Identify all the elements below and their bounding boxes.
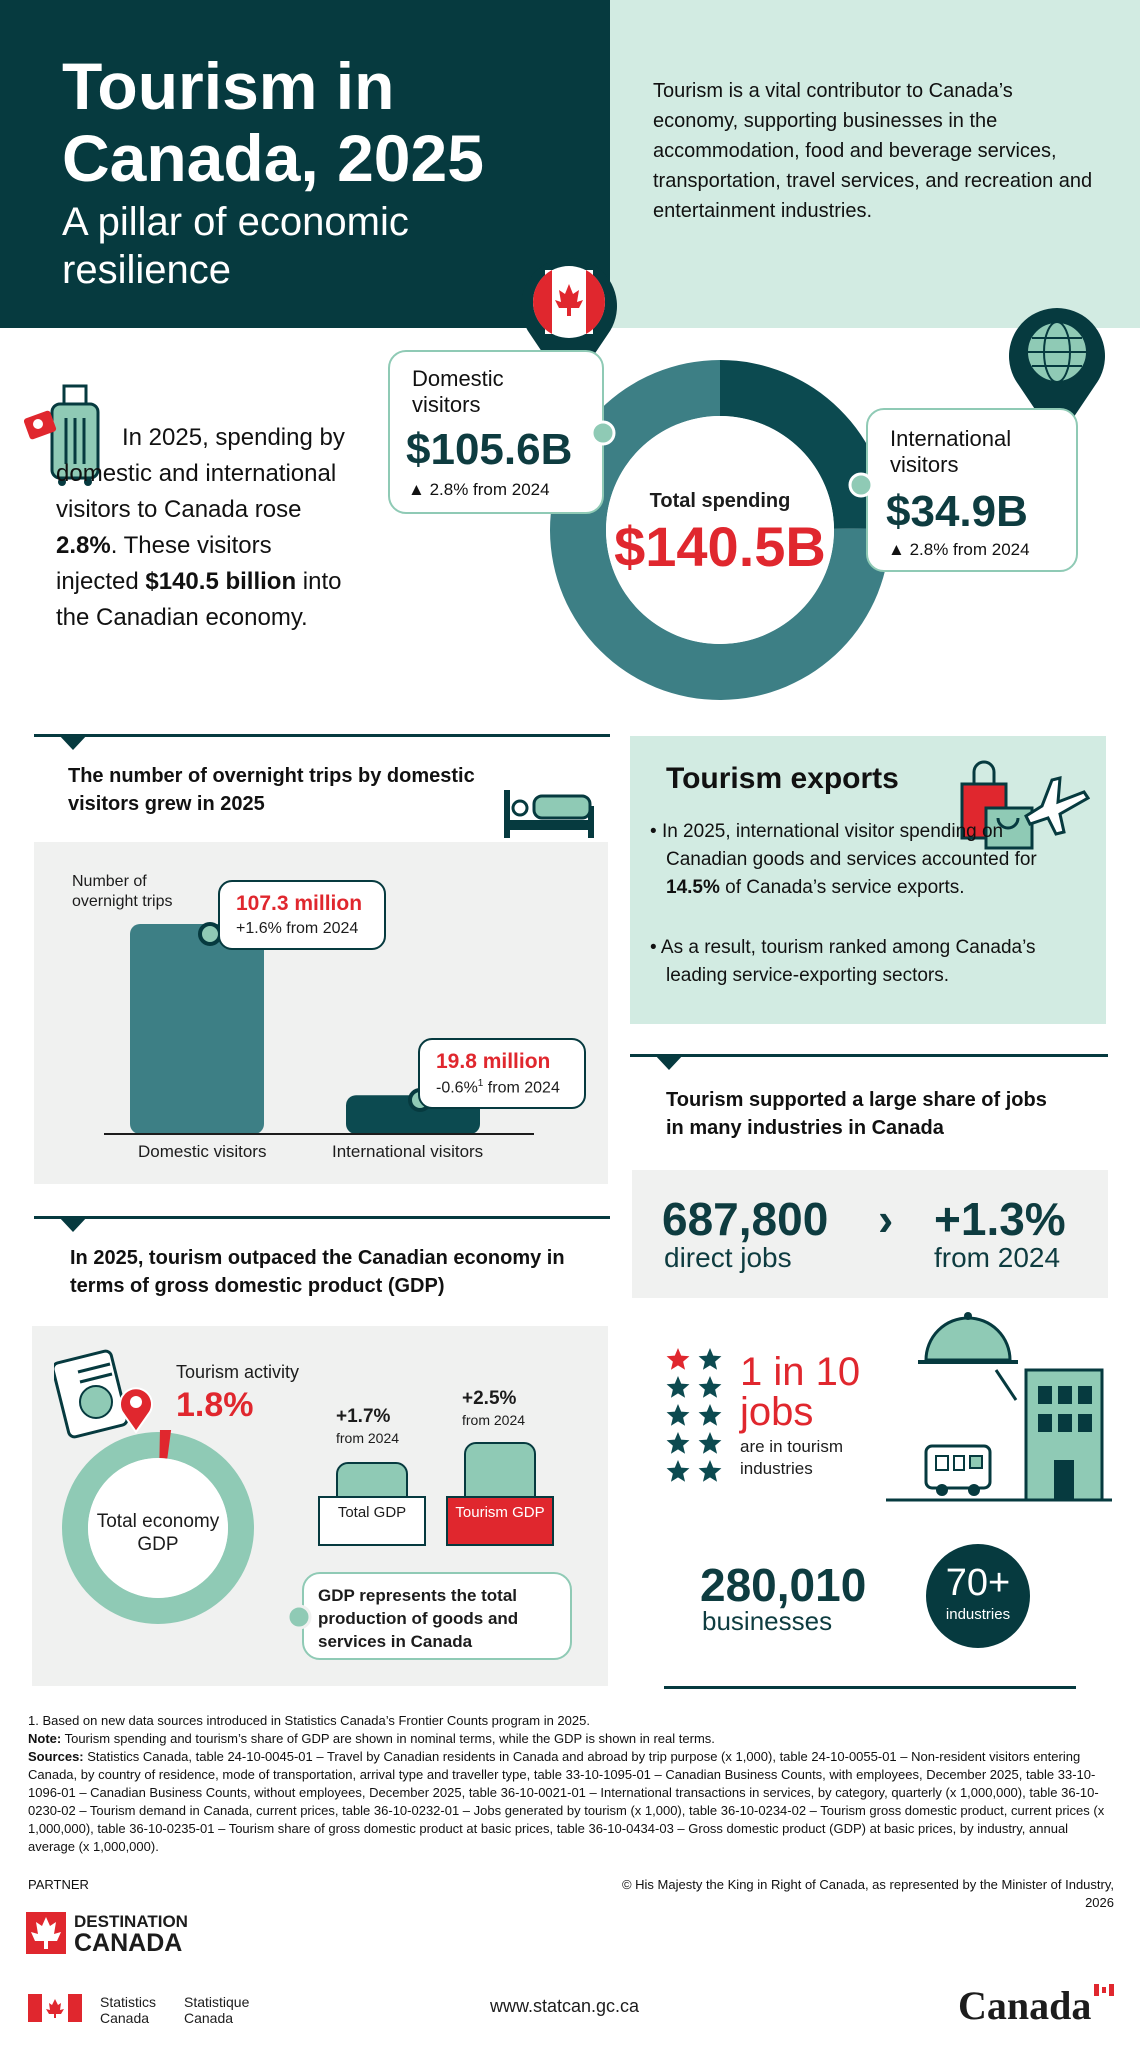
canada-flag-icon [28, 1994, 82, 2022]
star-icon [667, 1432, 690, 1454]
star-icon [667, 1348, 690, 1370]
international-trips-value: 19.8 million [436, 1050, 551, 1073]
trips-y-label: Number of overnight trips [72, 873, 173, 910]
total-gdp-change: +1.7% [336, 1406, 391, 1427]
title-line-1: Tourism in [62, 49, 395, 123]
jobs-growth-label: from 2024 [934, 1242, 1061, 1273]
bed-icon [502, 784, 596, 840]
chevron-right-icon: › [878, 1193, 894, 1245]
intro-text: Tourism is a vital contributor to Canada’s economy, supporting businesses in the accommodation, food and beverage services, transportation, travel services, and recreation and entertainment industries. [653, 80, 1093, 222]
spending-summary [56, 420, 356, 636]
star-icon [699, 1376, 722, 1398]
direct-jobs-label: direct jobs [664, 1242, 792, 1273]
direct-jobs-number: 687,800 [662, 1193, 829, 1245]
spending-text-a: In 2025, spending by domestic and international visitors to Canada rose [56, 424, 345, 523]
domestic-trips-bar [130, 924, 264, 1134]
statcan-fr-1: Statistique [184, 1994, 250, 2010]
statcan-url[interactable]: www.statcan.gc.ca [490, 1996, 640, 2016]
footnote-ref: 1 [477, 1078, 484, 1089]
trips-x-label-international: International visitors [332, 1142, 484, 1161]
connector-dot [590, 420, 616, 446]
industries-label: industries [945, 1606, 1011, 1623]
statcan-english [100, 1994, 156, 2026]
exports-bullet-2-text: As a result, tourism ranked among Canada’s leading service-exporting sectors. [660, 937, 1036, 986]
wordmark-flag-icon [1094, 1984, 1114, 1996]
star-icon [699, 1404, 722, 1426]
tourism-activity-value: 1.8% [176, 1386, 254, 1424]
star-icon [667, 1376, 690, 1398]
domestic-label: Domestic visitors [412, 366, 504, 417]
international-change [888, 540, 1030, 560]
arrow-up-icon: ▲ [888, 540, 910, 559]
spending-text-c: into the Canadian economy. [56, 568, 342, 631]
destination-canada-line2: CANADA [74, 1929, 183, 1957]
domestic-trips-callout [218, 880, 386, 950]
page-title [62, 50, 582, 194]
maple-leaf-logo [26, 1912, 66, 1954]
statcan-en-2: Canada [100, 2010, 150, 2026]
exports-bullet-1-tail: of Canada’s service exports. [719, 877, 965, 898]
exports-bullet-1-text: In 2025, international visitor spending on Canadian goods and services accounted for [661, 821, 1037, 870]
gdp-title: In 2025, tourism outpaced the Canadian economy in terms of gross domestic product (GDP) [70, 1247, 565, 1297]
jobs-share-word: jobs [740, 1390, 814, 1434]
canada-wordmark: Canada [958, 1983, 1092, 2028]
section-rule [34, 1216, 610, 1219]
star-icon [699, 1460, 722, 1482]
star-icon [667, 1404, 690, 1426]
section-rule [34, 734, 610, 737]
domestic-visitors-callout [388, 350, 604, 514]
exports-bullet-1 [650, 818, 1080, 902]
bullet-dot: • [650, 821, 662, 842]
footer-sources [28, 1748, 1108, 1856]
arrow-up-icon: ▲ [408, 480, 430, 499]
industries-number: 70+ [945, 1562, 1011, 1604]
total-spending-label: Total spending [649, 490, 791, 512]
industries-badge [926, 1544, 1030, 1648]
tourism-gdp-bar [464, 1442, 536, 1498]
sources-text: Statistics Canada, table 24-10-0045-01 – Travel by Canadian residents in Canada and abroad by trip purpose (x 1,000), table 24-10-0055-01 – Non-resident visitors entering Canada, by country of residence, mode of transportation, arrival type and traveller type, table 33-10-1095-01 – Canadian Business Counts, with employees, December 2025, table 33-10-1096-01 – Canadian Business Counts, without employees, December 2025, table 36-10-0021-01 – International transactions in services, by category, quarterly (x 1,000,000), table 36-10-0230-02 – Tourism demand in Canada, current prices, table 36-10-0232-01 – Jobs generated by tourism (x 1,000), table 36-10-0234-02 – Tourism gross domestic product, current prices (x 1,000,000), table 36-10-0235-01 – Tourism share of gross domestic product at basic prices, table 36-10-0434-03 – Gross domestic product (GDP) at basic prices, by industry, annual average (x 1,000,000). [28, 1749, 1105, 1854]
restaurant-building-icon [886, 1310, 1112, 1506]
trips-chart-panel [34, 842, 608, 1184]
page-subtitle: A pillar of economic resilience [62, 200, 409, 292]
partner-label: PARTNER [28, 1877, 89, 1892]
star-icon [699, 1348, 722, 1370]
total-gdp-label: Total GDP [318, 1496, 426, 1546]
connector-dot [848, 472, 874, 498]
spending-text-b: . These visitors injected [56, 532, 272, 595]
title-line-2: Canada, 2025 [62, 121, 484, 195]
passport-icon [54, 1342, 164, 1442]
statcan-french [184, 1994, 249, 2026]
star-icon [699, 1432, 722, 1454]
exports-title: Tourism exports [666, 762, 899, 795]
star-icon [667, 1460, 690, 1482]
tourism-gdp-change: +2.5% [462, 1388, 517, 1409]
section-notch [58, 1216, 88, 1234]
sources-label: Sources: [28, 1749, 84, 1764]
statcan-en-1: Statistics [100, 1994, 157, 2010]
domestic-trips-change: +1.6% from 2024 [236, 920, 359, 937]
connector-dot [286, 1604, 312, 1630]
trips-x-label-domestic: Domestic visitors [138, 1142, 267, 1161]
section-rule [630, 1054, 1108, 1057]
gdp-definition-callout: GDP represents the total production of goods and services in Canada [302, 1572, 572, 1660]
bullet-dot: • [650, 937, 661, 958]
copyright: © His Majesty the King in Right of Canada, as represented by the Minister of Industry, 2026 [621, 1877, 1114, 1910]
trips-title: The number of overnight trips by domestic visitors grew in 2025 [68, 765, 475, 815]
footer-note [28, 1730, 1108, 1748]
international-value: $34.9B [886, 487, 1028, 536]
gdp-donut-label: Total economy GDP [96, 1511, 220, 1555]
footnote: 1. Based on new data sources introduced in Statistics Canada’s Frontier Counts program in 2025. [28, 1713, 590, 1728]
spending-total-bold: $140.5 billion [145, 568, 297, 595]
international-trips-callout [418, 1038, 586, 1109]
domestic-change [408, 480, 550, 500]
international-label: International visitors [890, 426, 1012, 477]
jobs-share-number: 1 in 10 [740, 1350, 861, 1394]
section-notch [58, 734, 88, 752]
jobs-share-label: are in tourism industries [740, 1437, 843, 1478]
tourism-gdp-label: Tourism GDP [446, 1496, 554, 1546]
note-label: Note: [28, 1731, 62, 1746]
section-notch [654, 1054, 684, 1072]
tourism-activity-label: Tourism activity [176, 1362, 300, 1382]
section-rule [664, 1686, 1076, 1689]
spending-growth: 2.8% [56, 532, 111, 559]
jobs-growth-number: +1.3% [934, 1193, 1066, 1245]
international-visitors-callout [866, 408, 1078, 572]
statcan-fr-2: Canada [184, 2010, 234, 2026]
intl-change-value: -0.6% [436, 1079, 478, 1097]
total-gdp-bar [336, 1462, 408, 1498]
jobs-panel [632, 1170, 1108, 1298]
jobs-title: Tourism supported a large share of jobs in many industries in Canada [666, 1089, 1047, 1139]
exports-bullet-2 [650, 934, 1080, 990]
businesses-number: 280,010 [700, 1559, 867, 1611]
callout-dot [200, 924, 220, 944]
star-grid-icon [664, 1346, 744, 1488]
domestic-change-text: 2.8% from 2024 [429, 480, 550, 499]
destination-canada-line1: DESTINATION [74, 1912, 188, 1931]
international-change-text: 2.8% from 2024 [909, 540, 1030, 559]
tourism-gdp-from: from 2024 [462, 1412, 526, 1428]
domestic-trips-value: 107.3 million [236, 892, 363, 915]
intl-change-suffix: from 2024 [483, 1079, 560, 1097]
total-spending-value: $140.5B [614, 515, 826, 578]
businesses-label: businesses [702, 1606, 833, 1636]
exports-share: 14.5% [666, 877, 720, 898]
international-trips-change [436, 1078, 568, 1097]
note-text: Tourism spending and tourism’s share of GDP are shown in nominal terms, while the GDP is shown in real terms. [61, 1731, 715, 1746]
domestic-value: $105.6B [406, 425, 573, 474]
gdp-panel [32, 1326, 608, 1686]
total-gdp-from: from 2024 [336, 1430, 400, 1446]
